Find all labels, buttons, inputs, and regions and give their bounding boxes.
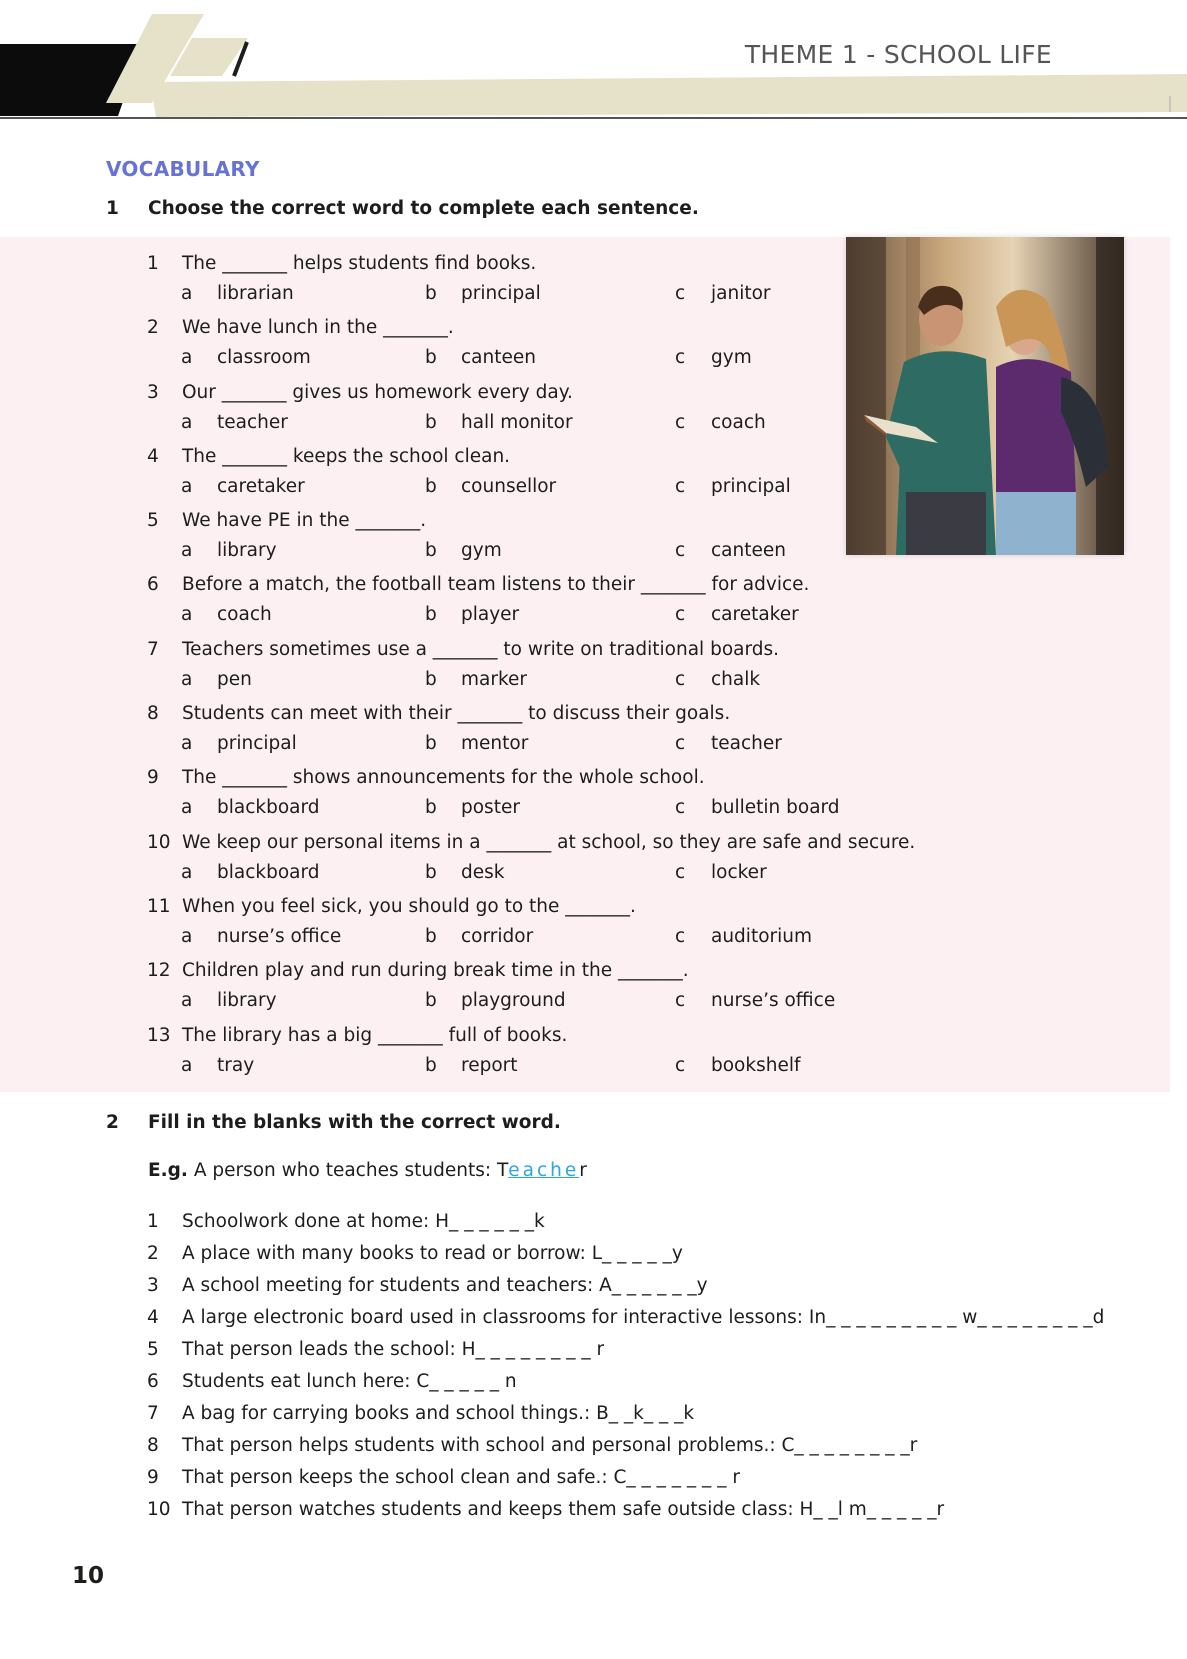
fill-in-number: 4 bbox=[147, 1307, 159, 1328]
fill-in-item bbox=[147, 1366, 1127, 1398]
question-options bbox=[147, 793, 1047, 823]
option-letter: b bbox=[425, 925, 437, 947]
question-item bbox=[147, 635, 1047, 699]
exercise1-instruction: Choose the correct word to complete each sentence. bbox=[148, 198, 699, 219]
option-text: coach bbox=[711, 411, 766, 433]
option-text: player bbox=[461, 604, 520, 626]
option-text: blackboard bbox=[217, 797, 320, 819]
option-letter: c bbox=[675, 540, 686, 562]
option-text: gym bbox=[711, 347, 752, 369]
option-letter: c bbox=[675, 283, 686, 304]
option-letter: a bbox=[181, 861, 193, 883]
option-letter: c bbox=[675, 861, 686, 883]
fill-in-text: That person watches students and keeps them safe outside class: H_ _l m_ _ _ _ _r bbox=[182, 1499, 945, 1520]
fill-in-item bbox=[147, 1462, 1127, 1494]
option-text: hall monitor bbox=[461, 411, 573, 433]
question-item bbox=[147, 763, 1047, 827]
question-item bbox=[147, 956, 1047, 1020]
option-c[interactable] bbox=[675, 793, 840, 823]
option-c[interactable] bbox=[675, 600, 799, 630]
question-number: 2 bbox=[147, 317, 159, 339]
option-a[interactable] bbox=[181, 986, 277, 1016]
option-letter: b bbox=[425, 604, 437, 626]
fill-in-number: 6 bbox=[147, 1371, 159, 1392]
option-text: caretaker bbox=[711, 604, 799, 626]
question-item bbox=[147, 828, 1047, 892]
option-letter: a bbox=[181, 540, 193, 562]
option-c[interactable] bbox=[675, 408, 766, 438]
question-number: 13 bbox=[147, 1024, 171, 1046]
option-b[interactable] bbox=[425, 665, 527, 695]
fill-in-item bbox=[147, 1494, 1127, 1526]
question-text: Our _______ gives us homework every day. bbox=[182, 381, 573, 403]
option-text: tray bbox=[217, 1054, 255, 1076]
option-text: mentor bbox=[461, 733, 529, 755]
question-options bbox=[147, 858, 1047, 888]
option-letter: b bbox=[425, 668, 437, 690]
option-a[interactable] bbox=[181, 858, 320, 888]
option-text: gym bbox=[461, 540, 502, 562]
question-stem-line bbox=[147, 763, 1047, 793]
question-item bbox=[147, 892, 1047, 956]
question-options bbox=[147, 600, 1047, 630]
option-letter: a bbox=[181, 925, 193, 947]
option-text: corridor bbox=[461, 925, 534, 947]
option-c[interactable] bbox=[675, 1051, 801, 1081]
fill-in-text: A school meeting for students and teachers: A_ _ _ _ _ _y bbox=[182, 1275, 708, 1296]
option-a[interactable] bbox=[181, 536, 277, 566]
example-end: r bbox=[579, 1160, 587, 1181]
question-text: Children play and run during break time in the _______. bbox=[182, 960, 689, 982]
question-text: When you feel sick, you should go to the _______. bbox=[182, 895, 636, 917]
option-c[interactable] bbox=[675, 858, 767, 888]
exercise1-number: 1 bbox=[106, 198, 119, 219]
question-text: Before a match, the football team listens to their _______ for advice. bbox=[182, 574, 810, 596]
question-stem-line bbox=[147, 570, 1047, 600]
option-text: blackboard bbox=[217, 861, 320, 883]
option-letter: c bbox=[675, 733, 686, 755]
option-c[interactable] bbox=[675, 986, 835, 1016]
fill-in-text: Students eat lunch here: C_ _ _ _ _ n bbox=[182, 1371, 517, 1392]
fill-in-text: That person keeps the school clean and safe.: C_ _ _ _ _ _ _ r bbox=[182, 1467, 740, 1488]
option-text: locker bbox=[711, 861, 767, 883]
question-stem-line bbox=[147, 892, 1047, 922]
option-text: poster bbox=[461, 797, 520, 819]
option-b[interactable] bbox=[425, 793, 520, 823]
option-text: principal bbox=[711, 475, 791, 497]
option-text: caretaker bbox=[217, 475, 305, 497]
exercise2-number: 2 bbox=[106, 1112, 119, 1133]
option-letter: a bbox=[181, 733, 193, 755]
question-stem-line bbox=[147, 956, 1047, 986]
question-item bbox=[147, 570, 1047, 634]
option-c[interactable] bbox=[675, 536, 786, 566]
question-text: We keep our personal items in a _______ at school, so they are safe and secure. bbox=[182, 831, 916, 853]
option-letter: a bbox=[181, 283, 193, 304]
question-number: 10 bbox=[147, 831, 171, 853]
option-text: playground bbox=[461, 990, 566, 1012]
fill-in-text: A place with many books to read or borrow: L_ _ _ _ _y bbox=[182, 1243, 683, 1264]
fill-in-text: That person helps students with school and personal problems.: C_ _ _ _ _ _ _ _r bbox=[182, 1435, 918, 1456]
option-letter: b bbox=[425, 1054, 437, 1076]
fill-in-number: 2 bbox=[147, 1243, 159, 1264]
option-c[interactable] bbox=[675, 279, 771, 309]
option-text: report bbox=[461, 1054, 518, 1076]
example-answer: eache bbox=[508, 1160, 580, 1181]
question-text: The library has a big _______ full of books. bbox=[182, 1024, 568, 1046]
section-title: VOCABULARY bbox=[106, 157, 260, 181]
example-line bbox=[148, 1160, 587, 1181]
question-stem-line bbox=[147, 828, 1047, 858]
option-text: auditorium bbox=[711, 925, 813, 947]
fill-in-text: A large electronic board used in classrooms for interactive lessons: In_ _ _ _ _ _ _ _ _ w_ _ _ _ _ _ _ _d bbox=[182, 1307, 1105, 1328]
option-c[interactable] bbox=[675, 343, 752, 373]
example-label: E.g. bbox=[148, 1160, 188, 1181]
question-number: 8 bbox=[147, 703, 159, 725]
option-letter: a bbox=[181, 797, 193, 819]
students-photo bbox=[846, 237, 1124, 555]
question-text: We have PE in the _______. bbox=[182, 510, 427, 532]
option-letter: b bbox=[425, 283, 437, 304]
option-c[interactable] bbox=[675, 665, 760, 695]
option-b[interactable] bbox=[425, 536, 502, 566]
fill-in-text: A bag for carrying books and school things.: B_ _k_ _ _k bbox=[182, 1403, 695, 1424]
question-item bbox=[147, 699, 1047, 763]
option-a[interactable] bbox=[181, 1051, 254, 1081]
option-text: canteen bbox=[461, 347, 536, 369]
question-number: 1 bbox=[147, 253, 159, 274]
option-letter: c bbox=[675, 990, 686, 1012]
option-a[interactable] bbox=[181, 922, 341, 952]
fill-in-number: 1 bbox=[147, 1211, 159, 1232]
option-text: coach bbox=[217, 604, 272, 626]
fill-in-item bbox=[147, 1334, 1127, 1366]
option-c[interactable] bbox=[675, 729, 782, 759]
question-text: The _______ shows announcements for the whole school. bbox=[182, 767, 705, 789]
option-text: library bbox=[217, 540, 277, 562]
option-letter: a bbox=[181, 668, 193, 690]
option-b[interactable] bbox=[425, 472, 556, 502]
option-letter: c bbox=[675, 411, 686, 433]
fill-in-number: 8 bbox=[147, 1435, 159, 1456]
option-text: teacher bbox=[711, 733, 782, 755]
exercise2-instruction: Fill in the blanks with the correct word. bbox=[148, 1112, 561, 1133]
fill-in-item bbox=[147, 1270, 1127, 1302]
option-text: pen bbox=[217, 668, 252, 690]
question-number: 12 bbox=[147, 960, 171, 982]
fill-in-item bbox=[147, 1238, 1127, 1270]
question-number: 4 bbox=[147, 445, 159, 467]
option-b[interactable] bbox=[425, 343, 536, 373]
option-b[interactable] bbox=[425, 279, 541, 309]
option-letter: c bbox=[675, 1054, 686, 1076]
option-b[interactable] bbox=[425, 600, 519, 630]
option-letter: c bbox=[675, 925, 686, 947]
option-a[interactable] bbox=[181, 279, 294, 309]
option-b[interactable] bbox=[425, 986, 566, 1016]
option-letter: a bbox=[181, 990, 193, 1012]
option-letter: a bbox=[181, 347, 193, 369]
option-a[interactable] bbox=[181, 600, 272, 630]
question-text: The _______ keeps the school clean. bbox=[182, 445, 511, 467]
question-stem-line bbox=[147, 635, 1047, 665]
exercise1-heading bbox=[106, 198, 699, 219]
question-options bbox=[147, 729, 1047, 759]
option-letter: a bbox=[181, 411, 193, 433]
question-options bbox=[147, 922, 1047, 952]
page-number: 10 bbox=[72, 1563, 105, 1589]
option-b[interactable] bbox=[425, 922, 533, 952]
option-letter: c bbox=[675, 668, 686, 690]
fill-in-item bbox=[147, 1206, 1127, 1238]
option-letter: c bbox=[675, 347, 686, 369]
option-text: teacher bbox=[217, 411, 288, 433]
question-options bbox=[147, 1051, 1047, 1081]
option-a[interactable] bbox=[181, 729, 297, 759]
fill-in-number: 10 bbox=[147, 1499, 171, 1520]
fill-in-text: That person leads the school: H_ _ _ _ _ _ _ _ r bbox=[182, 1339, 605, 1360]
question-text: Students can meet with their _______ to discuss their goals. bbox=[182, 703, 731, 725]
question-text: We have lunch in the _______. bbox=[182, 317, 454, 339]
question-text: The _______ helps students find books. bbox=[182, 253, 537, 274]
option-text: classroom bbox=[217, 347, 311, 369]
fill-in-list bbox=[147, 1206, 1127, 1526]
fill-in-item bbox=[147, 1398, 1127, 1430]
option-text: principal bbox=[217, 733, 297, 755]
option-a[interactable] bbox=[181, 343, 311, 373]
option-letter: a bbox=[181, 1054, 193, 1076]
option-c[interactable] bbox=[675, 922, 812, 952]
option-text: principal bbox=[461, 283, 541, 304]
option-text: bookshelf bbox=[711, 1054, 801, 1076]
option-letter: b bbox=[425, 475, 437, 497]
question-number: 7 bbox=[147, 638, 159, 660]
option-letter: b bbox=[425, 347, 437, 369]
option-letter: b bbox=[425, 411, 437, 433]
question-number: 9 bbox=[147, 767, 159, 789]
option-letter: a bbox=[181, 604, 193, 626]
fill-in-number: 5 bbox=[147, 1339, 159, 1360]
option-letter: b bbox=[425, 733, 437, 755]
question-number: 3 bbox=[147, 381, 159, 403]
option-text: nurse’s office bbox=[711, 990, 836, 1012]
option-a[interactable] bbox=[181, 665, 252, 695]
question-number: 6 bbox=[147, 574, 159, 596]
exercise2-heading bbox=[106, 1112, 561, 1133]
option-letter: b bbox=[425, 990, 437, 1012]
fill-in-text: Schoolwork done at home: H_ _ _ _ _ _k bbox=[182, 1211, 545, 1232]
fill-in-number: 9 bbox=[147, 1467, 159, 1488]
question-options bbox=[147, 986, 1047, 1016]
option-b[interactable] bbox=[425, 729, 528, 759]
option-b[interactable] bbox=[425, 408, 573, 438]
fill-in-item bbox=[147, 1430, 1127, 1462]
option-b[interactable] bbox=[425, 858, 504, 888]
option-text: marker bbox=[461, 668, 528, 690]
option-text: library bbox=[217, 990, 277, 1012]
option-text: librarian bbox=[217, 283, 294, 304]
option-a[interactable] bbox=[181, 793, 320, 823]
option-b[interactable] bbox=[425, 1051, 518, 1081]
option-letter: b bbox=[425, 797, 437, 819]
fill-in-number: 7 bbox=[147, 1403, 159, 1424]
option-text: counsellor bbox=[461, 475, 557, 497]
question-number: 11 bbox=[147, 895, 171, 917]
option-c[interactable] bbox=[675, 472, 791, 502]
option-text: canteen bbox=[711, 540, 786, 562]
example-prompt: A person who teaches students: T bbox=[193, 1160, 509, 1181]
fill-in-item bbox=[147, 1302, 1127, 1334]
theme-title: THEME 1 - SCHOOL LIFE bbox=[744, 40, 1052, 69]
option-letter: a bbox=[181, 475, 193, 497]
question-options bbox=[147, 665, 1047, 695]
option-text: desk bbox=[461, 861, 505, 883]
option-letter: b bbox=[425, 540, 437, 562]
question-stem-line bbox=[147, 699, 1047, 729]
option-letter: c bbox=[675, 604, 686, 626]
option-a[interactable] bbox=[181, 408, 288, 438]
question-number: 5 bbox=[147, 510, 159, 532]
question-stem-line bbox=[147, 1021, 1047, 1051]
option-letter: c bbox=[675, 475, 686, 497]
question-text: Teachers sometimes use a _______ to write on traditional boards. bbox=[182, 638, 780, 660]
option-text: nurse’s office bbox=[217, 925, 342, 947]
option-letter: c bbox=[675, 797, 686, 819]
option-letter: b bbox=[425, 861, 437, 883]
question-item bbox=[147, 1021, 1047, 1085]
option-text: bulletin board bbox=[711, 797, 840, 819]
option-text: janitor bbox=[711, 283, 771, 304]
option-text: chalk bbox=[711, 668, 761, 690]
option-a[interactable] bbox=[181, 472, 305, 502]
fill-in-number: 3 bbox=[147, 1275, 159, 1296]
